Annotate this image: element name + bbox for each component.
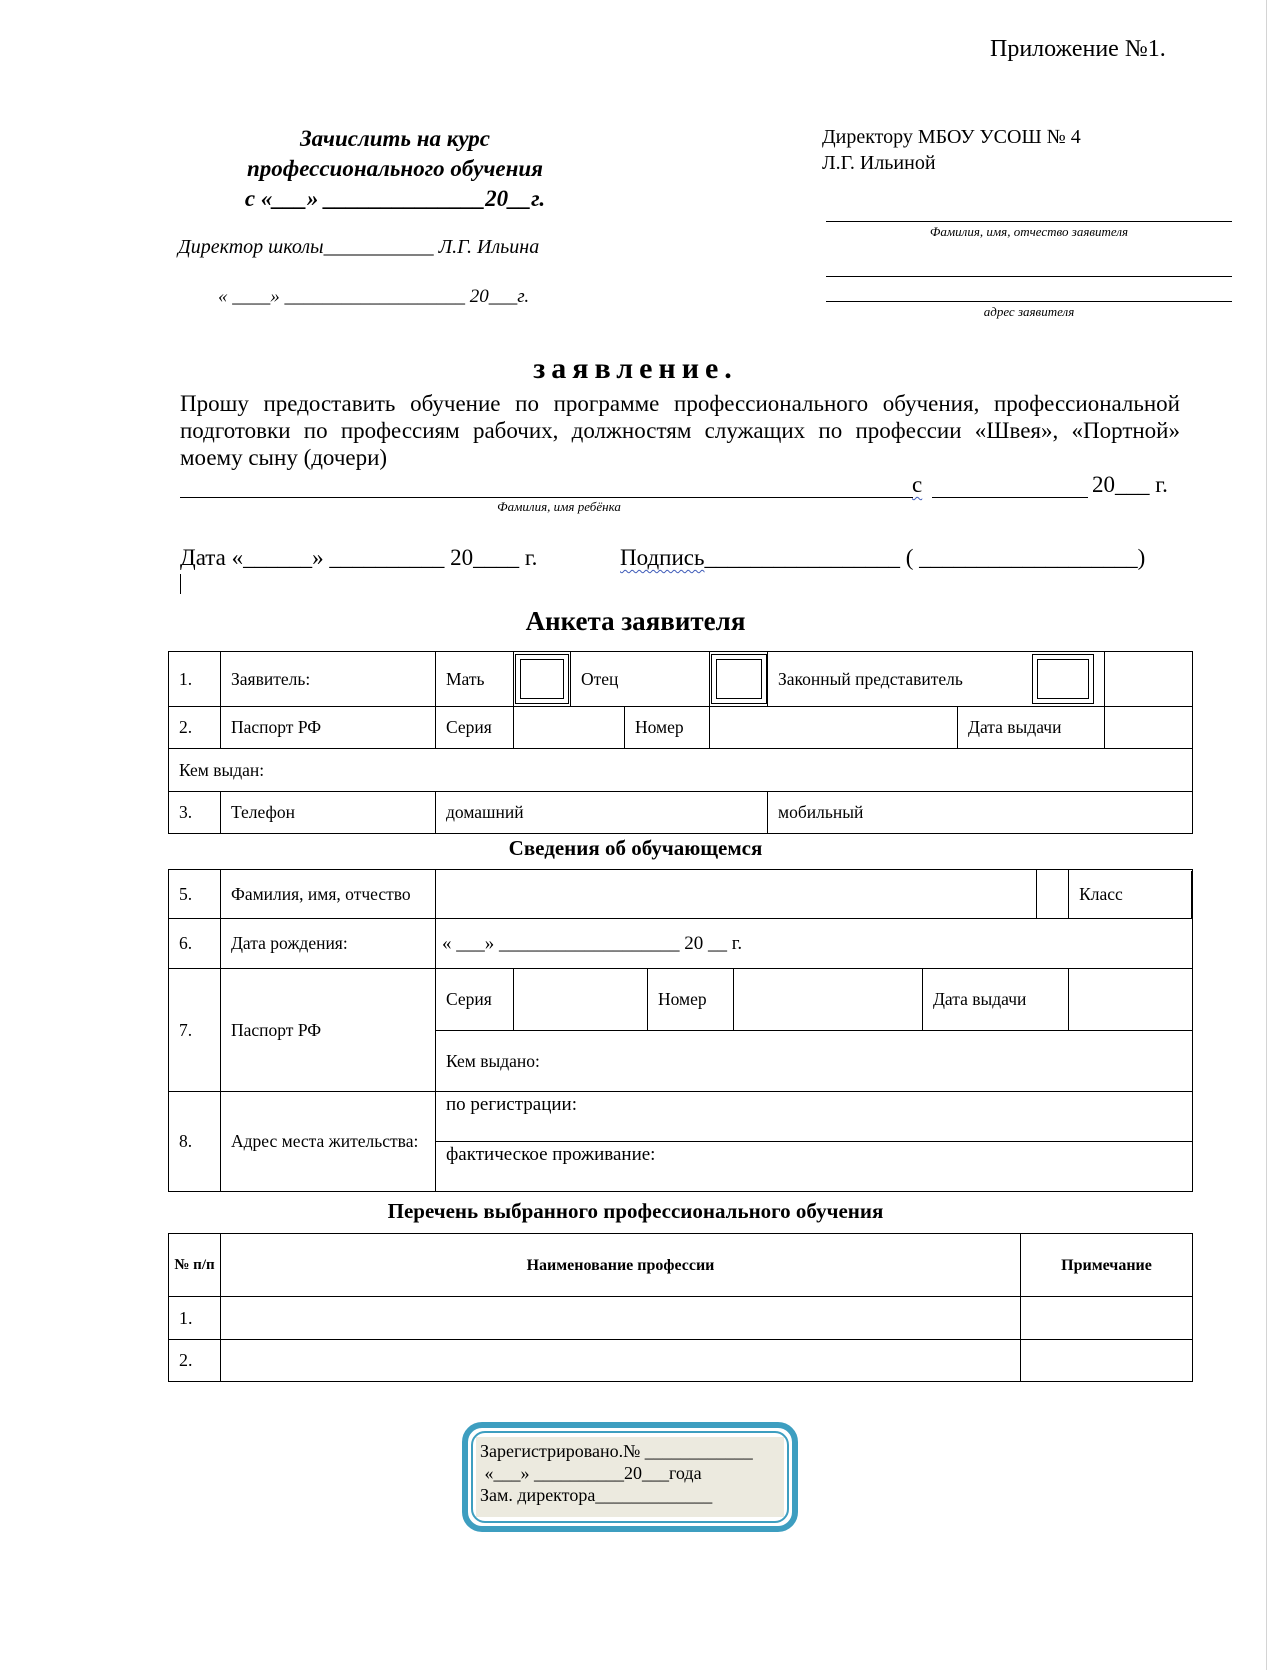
mother-label: Мать (436, 652, 514, 707)
series-value[interactable] (514, 969, 648, 1031)
row-number: 7. (169, 969, 221, 1092)
applicant-table (168, 651, 1193, 834)
applicant-address-line-2[interactable] (826, 301, 1232, 302)
applicant-row-3 (169, 792, 1193, 834)
child-name-line[interactable] (180, 497, 913, 498)
student-info-title: Сведения об обучающемся (508, 836, 763, 860)
director-signature-line: Директор школы___________ Л.Г. Ильина (178, 236, 540, 258)
child-name-caption: Фамилия, имя ребёнка (497, 499, 621, 514)
number-label: Номер (625, 707, 710, 749)
class-label: Класс (1079, 883, 1123, 904)
father-label: Отец (571, 652, 710, 707)
addressee-line-1: Директору МБОУ УСОШ № 4 (822, 126, 1081, 148)
father-checkbox[interactable] (711, 654, 767, 704)
profession-note-cell[interactable] (1021, 1297, 1193, 1340)
student-row-8a (169, 1092, 1193, 1142)
child-from-date-line[interactable] (932, 497, 1088, 498)
series-value[interactable] (514, 707, 625, 749)
text-cursor (180, 574, 181, 594)
applicant-address-line-1[interactable] (826, 276, 1232, 277)
guardian-cell (768, 652, 1105, 707)
issue-date-value[interactable] (1105, 707, 1193, 749)
col-name-header: Наименование профессии (221, 1234, 1021, 1297)
student-passport-label: Паспорт РФ (221, 969, 436, 1092)
birthdate-label: Дата рождения: (221, 919, 436, 969)
child-from-label: с (912, 472, 923, 497)
resolution-date-line: « ____» ___________________ 20___г. (218, 286, 530, 307)
birthdate-value[interactable]: « ___» ___________________ 20 __ г. (436, 919, 1193, 969)
applicant-fio-caption: Фамилия, имя, отчество заявителя (929, 224, 1129, 239)
signature-field[interactable] (620, 545, 1145, 571)
address-label: Адрес места жительства: (221, 1092, 436, 1192)
number-label: Номер (648, 969, 734, 1031)
empty-cell (1105, 652, 1193, 707)
profession-row-number: 1. (169, 1297, 221, 1340)
row-number: 5. (169, 870, 221, 919)
applicant-row-issued (169, 749, 1193, 792)
stamp-line-3: Зам. директора_____________ (480, 1485, 713, 1505)
applicant-row-2 (169, 707, 1193, 749)
addressee-block (822, 124, 1081, 176)
mobile-phone-field[interactable]: мобильный (768, 792, 1193, 834)
application-title: заявление. (533, 352, 738, 385)
father-checkbox-cell (710, 652, 768, 707)
student-row-6 (169, 919, 1193, 969)
series-label: Серия (436, 969, 514, 1031)
profession-note-cell[interactable] (1021, 1340, 1193, 1382)
registration-stamp (462, 1422, 798, 1532)
mother-checkbox[interactable] (515, 654, 569, 704)
applicant-row-1 (169, 652, 1193, 707)
resolution-line-2: профессионального обучения (246, 156, 544, 181)
number-value[interactable] (734, 969, 923, 1031)
page-edge-line (1266, 0, 1267, 1670)
signature-label: Подпись (620, 545, 705, 570)
applicant-label: Заявитель: (221, 652, 436, 707)
issue-date-value[interactable] (1069, 969, 1193, 1031)
guardian-label: Законный представитель (778, 668, 963, 689)
phone-label: Телефон (221, 792, 436, 834)
row-number: 8. (169, 1092, 221, 1192)
class-divider (1191, 871, 1192, 918)
student-fio-label: Фамилия, имя, отчество (221, 870, 436, 919)
student-row-5 (169, 870, 1193, 919)
guardian-checkbox[interactable] (1032, 654, 1094, 704)
series-label: Серия (436, 707, 514, 749)
profession-row (169, 1297, 1193, 1340)
profession-header-row (169, 1234, 1193, 1297)
enrollment-resolution (170, 124, 620, 214)
issue-date-label: Дата выдачи (923, 969, 1069, 1031)
passport-label: Паспорт РФ (221, 707, 436, 749)
date-field[interactable] (180, 545, 537, 571)
date-value: «______» __________ 20____ г. (231, 545, 538, 570)
profession-row-number: 2. (169, 1340, 221, 1382)
applicant-address-caption: адрес заявителя (983, 304, 1075, 319)
row-number: 6. (169, 919, 221, 969)
student-table (168, 869, 1193, 1192)
profession-row (169, 1340, 1193, 1382)
student-issued-by-field[interactable]: Кем выдано: (436, 1031, 1193, 1092)
child-year: 20___ г. (1092, 472, 1168, 497)
issued-by-field[interactable]: Кем выдан: (169, 749, 1193, 792)
col-note-header: Примечание (1021, 1234, 1193, 1297)
class-spacer (1037, 870, 1069, 919)
profession-list-title: Перечень выбранного профессионального обучения (387, 1199, 884, 1223)
request-text: Прошу предоставить обучение по программе профессионального обучения, профессиональной подготовки по профессиям рабочих, должностям служащих по профессии «Швея», «Портной» моему сыну (дочери) (180, 391, 1180, 470)
applicant-fio-line[interactable] (826, 221, 1232, 222)
signature-value: _________________ ( ___________________) (704, 545, 1146, 570)
row-number: 1. (169, 652, 221, 707)
registration-address-field[interactable]: по регистрации: (436, 1092, 1193, 1142)
actual-address-field[interactable]: фактическое проживание: (436, 1142, 1193, 1192)
profession-table (168, 1233, 1193, 1382)
appendix-label: Приложение №1. (990, 36, 1166, 62)
stamp-content (476, 1437, 784, 1517)
profession-name-cell[interactable] (221, 1340, 1021, 1382)
profession-name-cell[interactable] (221, 1297, 1021, 1340)
student-fio-value[interactable] (436, 870, 1037, 919)
mother-checkbox-cell (514, 652, 571, 707)
stamp-line-1: Зарегистрировано.№ ____________ (480, 1441, 753, 1461)
row-number: 2. (169, 707, 221, 749)
number-value[interactable] (710, 707, 958, 749)
row-number: 3. (169, 792, 221, 834)
class-cell (1069, 870, 1193, 919)
addressee-line-2: Л.Г. Ильиной (822, 152, 936, 174)
applicant-form-title: Анкета заявителя (525, 606, 746, 636)
col-num-header: № п/п (169, 1234, 221, 1297)
resolution-line-1: Зачислить на курс (299, 126, 490, 151)
home-phone-field[interactable]: домашний (436, 792, 768, 834)
stamp-line-2: «___» __________20___года (480, 1463, 702, 1483)
issue-date-label: Дата выдачи (958, 707, 1105, 749)
student-row-7a (169, 969, 1193, 1031)
date-label: Дата (180, 545, 226, 570)
resolution-line-3: с «___» ______________20__г. (244, 186, 546, 211)
